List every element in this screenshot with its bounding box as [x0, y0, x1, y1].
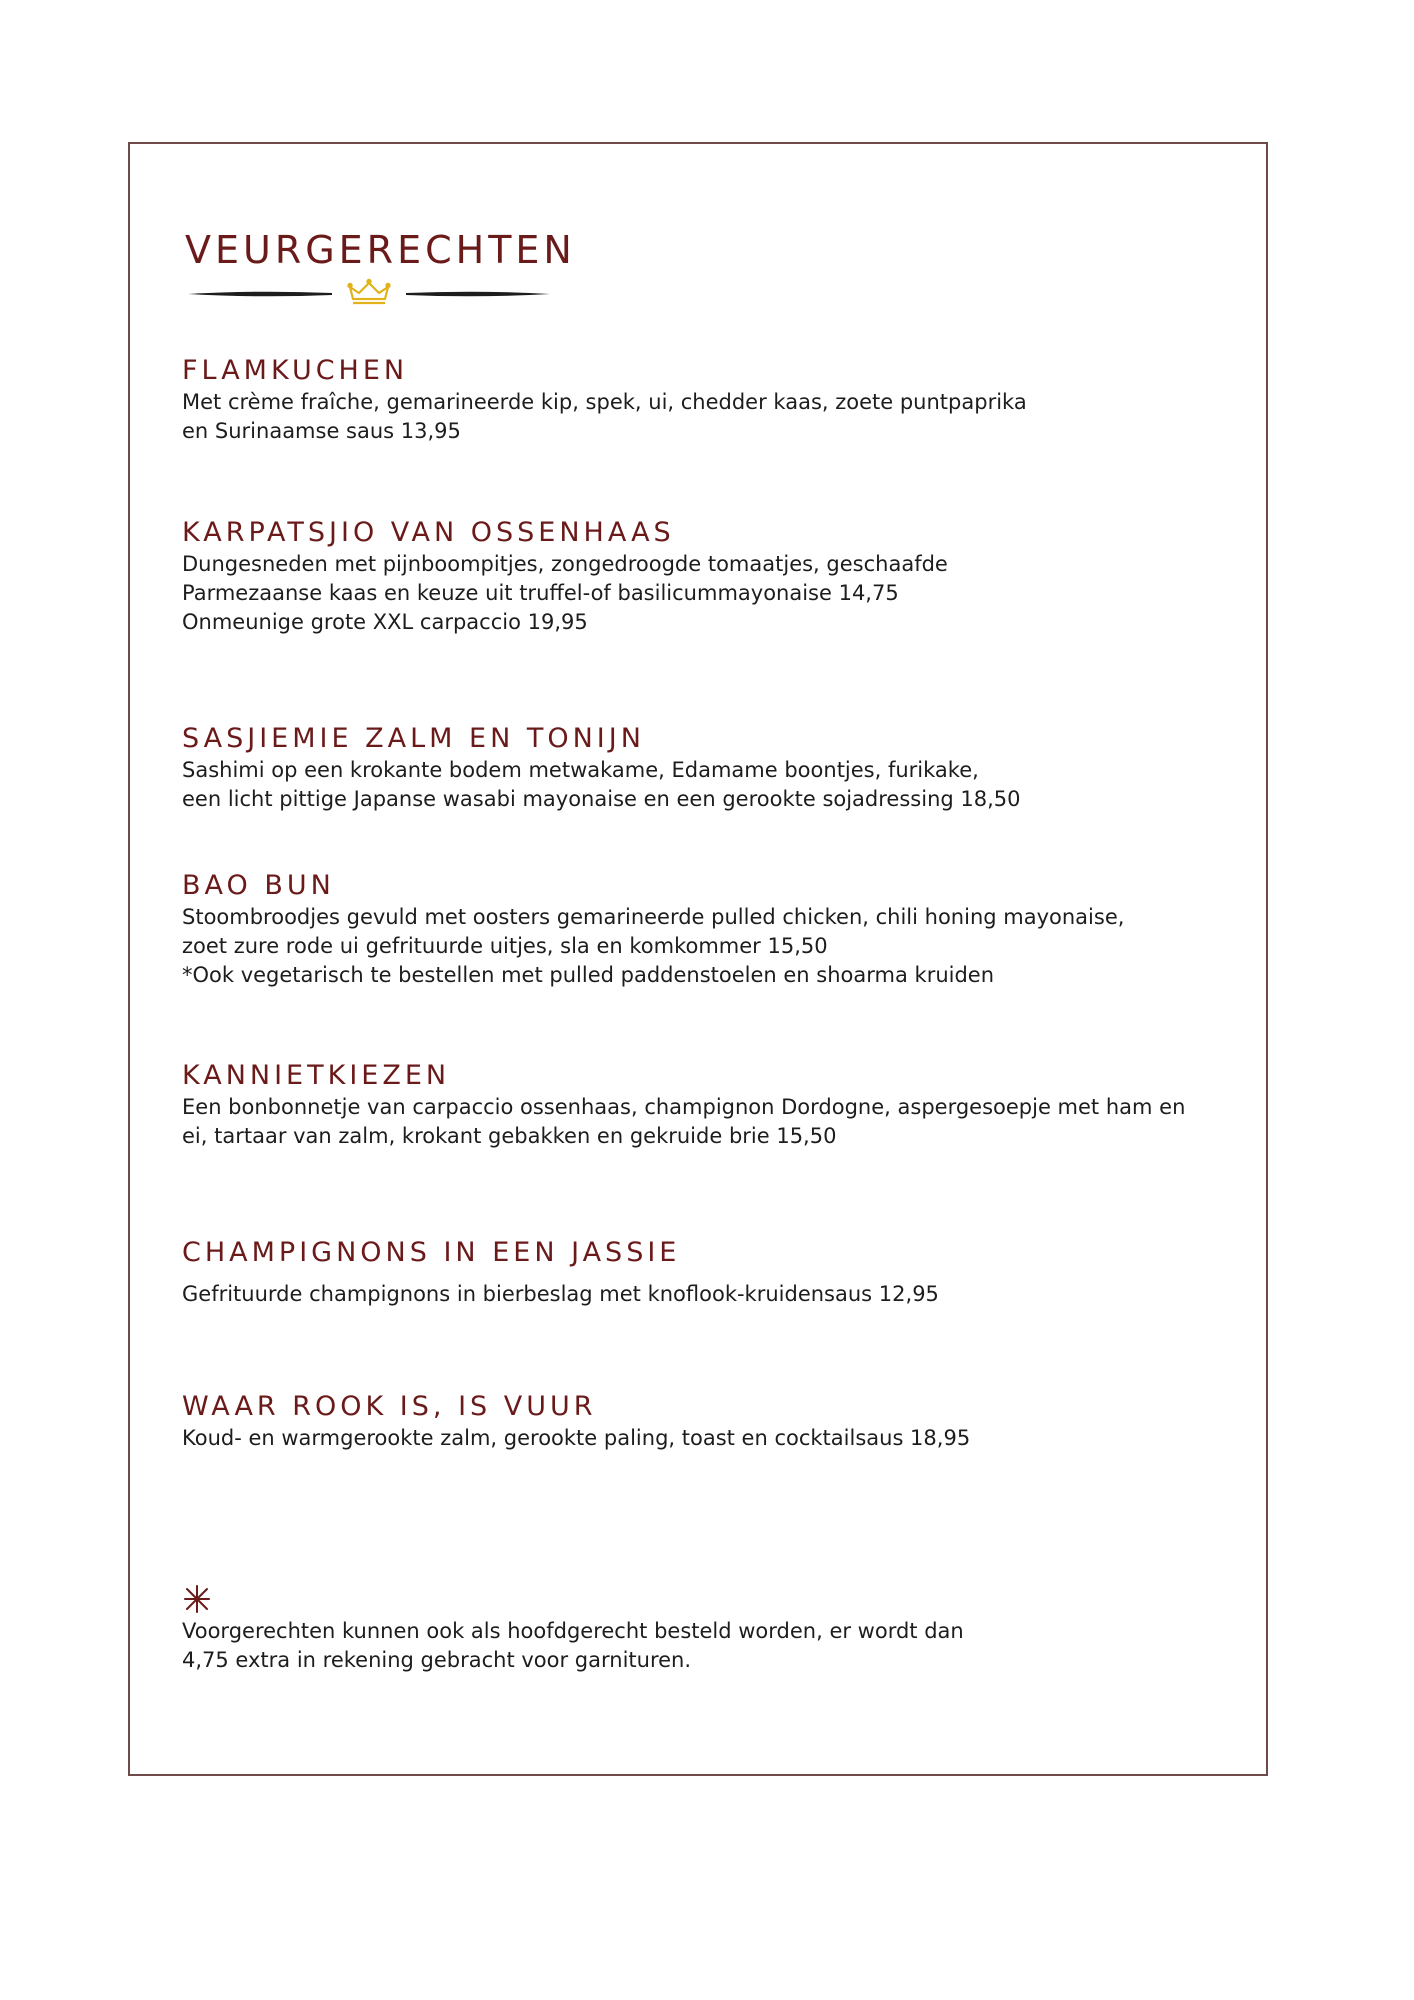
menu-item — [182, 354, 1222, 446]
footnote — [182, 1617, 964, 1675]
description-line: Parmezaanse kaas en keuze uit truffel-of basilicummayonaise 14,75 — [182, 581, 899, 605]
menu-item-name: SASJIEMIE ZALM EN TONIJN — [182, 723, 645, 754]
asterisk-icon — [182, 1584, 212, 1614]
description-line: Dungesneden met pijnboompitjes, zongedroogde tomaatjes, geschaafde — [182, 552, 948, 576]
description-line: Koud- en warmgerookte zalm, gerookte paling, toast en cocktailsaus 18,95 — [182, 1426, 971, 1450]
menu-item-name: KARPATSJIO VAN OSSENHAAS — [182, 517, 675, 548]
menu-item-description — [182, 903, 1222, 990]
description-line: *Ook vegetarisch te bestellen met pulled paddenstoelen en shoarma kruiden — [182, 963, 995, 987]
menu-item-description — [182, 388, 1222, 446]
menu-item-name: WAAR ROOK IS, IS VUUR — [182, 1391, 597, 1422]
footnote-line: Voorgerechten kunnen ook als hoofdgerecht besteld worden, er wordt dan — [182, 1619, 964, 1643]
menu-item — [182, 1236, 1222, 1309]
description-line: Met crème fraîche, gemarineerde kip, spek, ui, chedder kaas, zoete puntpaprika — [182, 390, 1027, 414]
description-line: Een bonbonnetje van carpaccio ossenhaas, champignon Dordogne, aspergesoepje met ham en — [182, 1095, 1186, 1119]
description-line: zoet zure rode ui gefrituurde uitjes, sla en komkommer 15,50 — [182, 934, 828, 958]
menu-item-description — [182, 1424, 1222, 1453]
menu-item — [182, 869, 1222, 990]
menu-item-name: FLAMKUCHEN — [182, 355, 409, 386]
divider-line-left — [188, 292, 332, 297]
menu-item-name: CHAMPIGNONS IN EEN JASSIE — [182, 1237, 681, 1268]
description-line: ei, tartaar van zalm, krokant gebakken en gekruide brie 15,50 — [182, 1124, 837, 1148]
menu-item-description — [182, 1280, 1222, 1309]
description-line: Gefrituurde champignons in bierbeslag met knoflook-kruidensaus 12,95 — [182, 1282, 939, 1306]
menu-item — [182, 1059, 1222, 1151]
menu-item-name: BAO BUN — [182, 870, 335, 901]
menu-item — [182, 722, 1222, 814]
footnote-line: 4,75 extra in rekening gebracht voor garnituren. — [182, 1648, 692, 1672]
menu-item-description — [182, 1093, 1222, 1151]
menu-item-description — [182, 550, 1222, 637]
title-divider — [188, 276, 550, 312]
page-title: VEURGERECHTEN — [185, 228, 576, 272]
menu-item-name: KANNIETKIEZEN — [182, 1060, 451, 1091]
description-line: een licht pittige Japanse wasabi mayonaise en een gerookte sojadressing 18,50 — [182, 787, 1021, 811]
description-line: Onmeunige grote XXL carpaccio 19,95 — [182, 610, 588, 634]
crown-icon — [348, 280, 389, 303]
description-line: Stoombroodjes gevuld met oosters gemarineerde pulled chicken, chili honing mayonaise, — [182, 905, 1125, 929]
menu-item — [182, 516, 1222, 637]
menu-item — [182, 1390, 1222, 1453]
description-line: en Surinaamse saus 13,95 — [182, 419, 461, 443]
divider-line-right — [406, 292, 550, 297]
description-line: Sashimi op een krokante bodem metwakame, Edamame boontjes, furikake, — [182, 758, 979, 782]
menu-item-description — [182, 756, 1222, 814]
